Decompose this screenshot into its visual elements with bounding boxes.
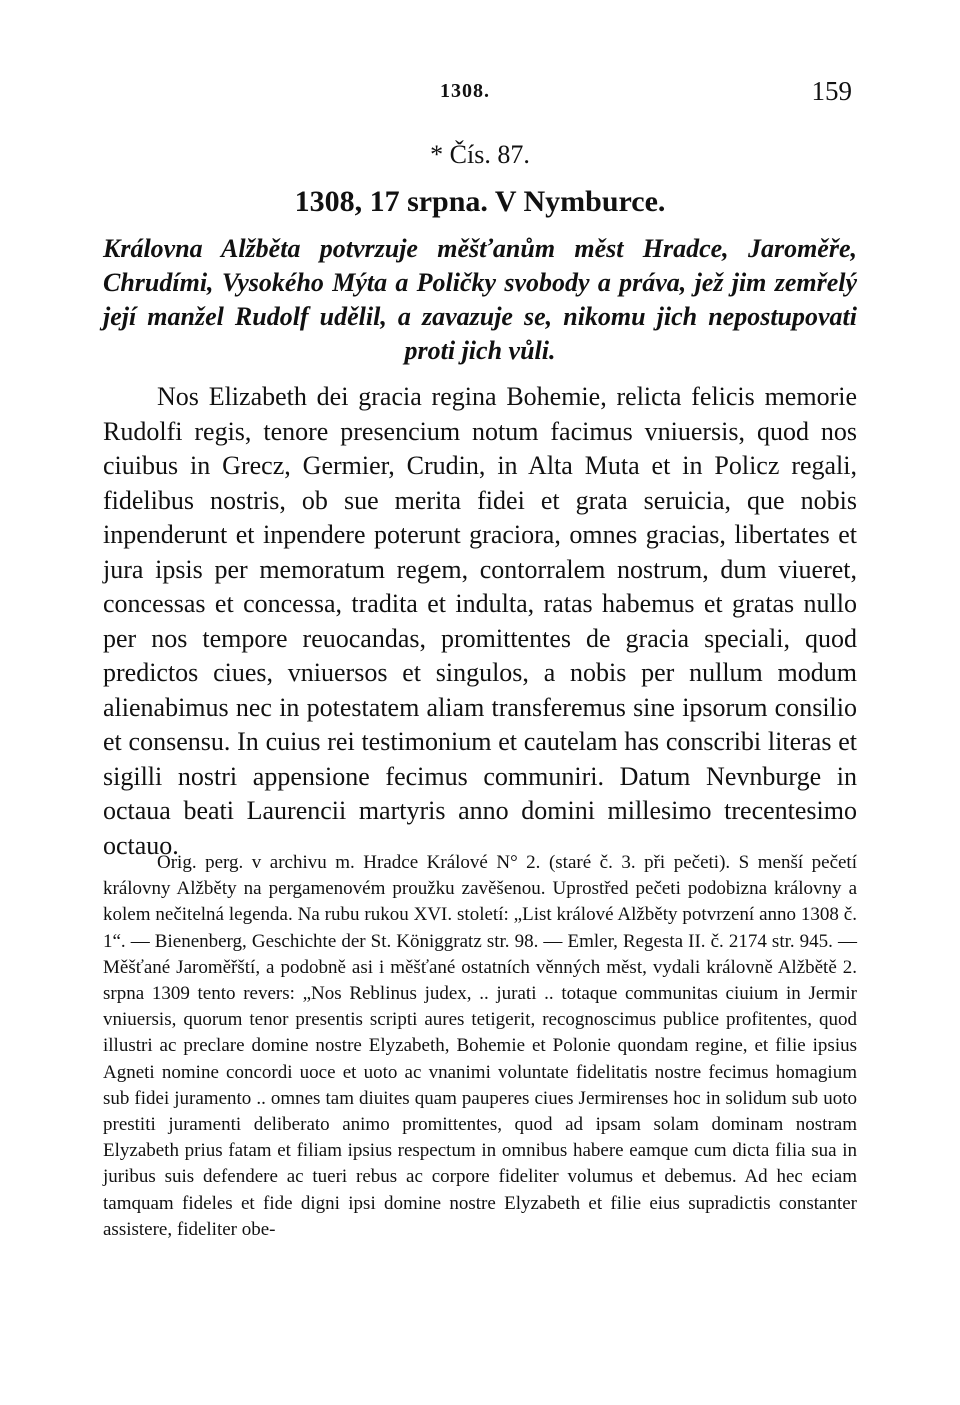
document-number: * Čís. 87. [430, 140, 530, 169]
editorial-notes [103, 850, 857, 1243]
page-number: 159 [811, 76, 852, 106]
running-head-year: 1308. [440, 80, 490, 102]
charter-text [103, 380, 857, 863]
date-place-heading: 1308, 17 srpna. V Nymburce. [294, 185, 666, 218]
regest-summary: Královna Alžběta potvrzuje měšťanům měst Hradce, Jaroměře, Chrudími, Vysokého Mýta a Poličky svobody a práva, jež jim zemřelý její manžel Rudolf udělil, a zavazuje se, nikomu jich nepostupovati proti jich vůli. [103, 234, 857, 365]
running-head [0, 76, 960, 110]
editorial-notes-content: Orig. perg. v archivu m. Hradce Králové N° 2. (staré č. 3. při pečeti). S menší pečetí královny Alžběty na pergamenovém proužku zavěšenou. Uprostřed pečeti podobizna královny a kolem nečitelná legenda. Na rubu rukou XVI. století: „List králové Alžběty potvrzení anno 1308 č. 1“. — Bienenberg, Geschichte der St. Königgratz str. 98. — Emler, Regesta II. č. 2174 str. 945. — Měšťané Jaroměřští, a podobně asi i měšťané ostatních věnných měst, vydali královně Alžbětě 2. srpna 1309 tento revers: „Nos Reblinus judex, .. jurati .. totaque communitas ciuium in Jermir vniuersis, quorum tenor presentis scripti aures tetigerit, recognoscimus publice profitentes, quod illustri ac preclare domine nostre Elyzabeth, Bohemie et Polonie quondam regine, et filie ipsius Agneti nomine concordi uoce et uoto ac vnanimi voluntate fidelitatis nostre fecimus homagium sub fidei juramento .. omnes tam diuites quam pauperes ciues Jermirenses hoc in solidum sub uoto prestiti juramenti deliberato animo promittentes, quod ad ipsam solam dominam nostram Elyzabeth prius fatam et filiam ipsius respectum in omnibus habere eamque cum dicta filia sua in juribus suis defendere ac tueri rebus ac corpore fideliter volumus et debemus. Ad hec eciam tamquam fideles et fide digni ipsi domine nostre Elyzabeth et filie eius supradictis constanter assistere, fideliter obe- [103, 852, 857, 1240]
charter-text-content: Nos Elizabeth dei gracia regina Bohemie, relicta felicis memorie Rudolfi regis, tenore presencium notum facimus vniuersis, quod nos ciuibus in Grecz, Germier, Crudin, in Alta Muta et in Policz regali, fidelibus nostris, ob sue merita fidei et grata seruicia, que nobis inpenderunt et inpendere poterunt graciora, omnes gracias, libertates et jura ipsis per memoratum regem, contorralem nostrum, dum viueret, concessas et concessa, tradita et indulta, ratas habemus et gratas nullo per nos tempore reuocandas, promittentes de gracia speciali, quod predictos ciues, vniuersos et singulos, a nobis per nullum modum alienabimus nec in potestatem aliam transferemus sine ipsorum consilio et consensu. In cuius rei testimonium et cautelam has conscribi literas et sigilli nostri appensione fecimus communiri. Datum Nevnburge in octaua beati Laurencii martyris anno domini millesimo trecentesimo octauo. [103, 382, 857, 860]
